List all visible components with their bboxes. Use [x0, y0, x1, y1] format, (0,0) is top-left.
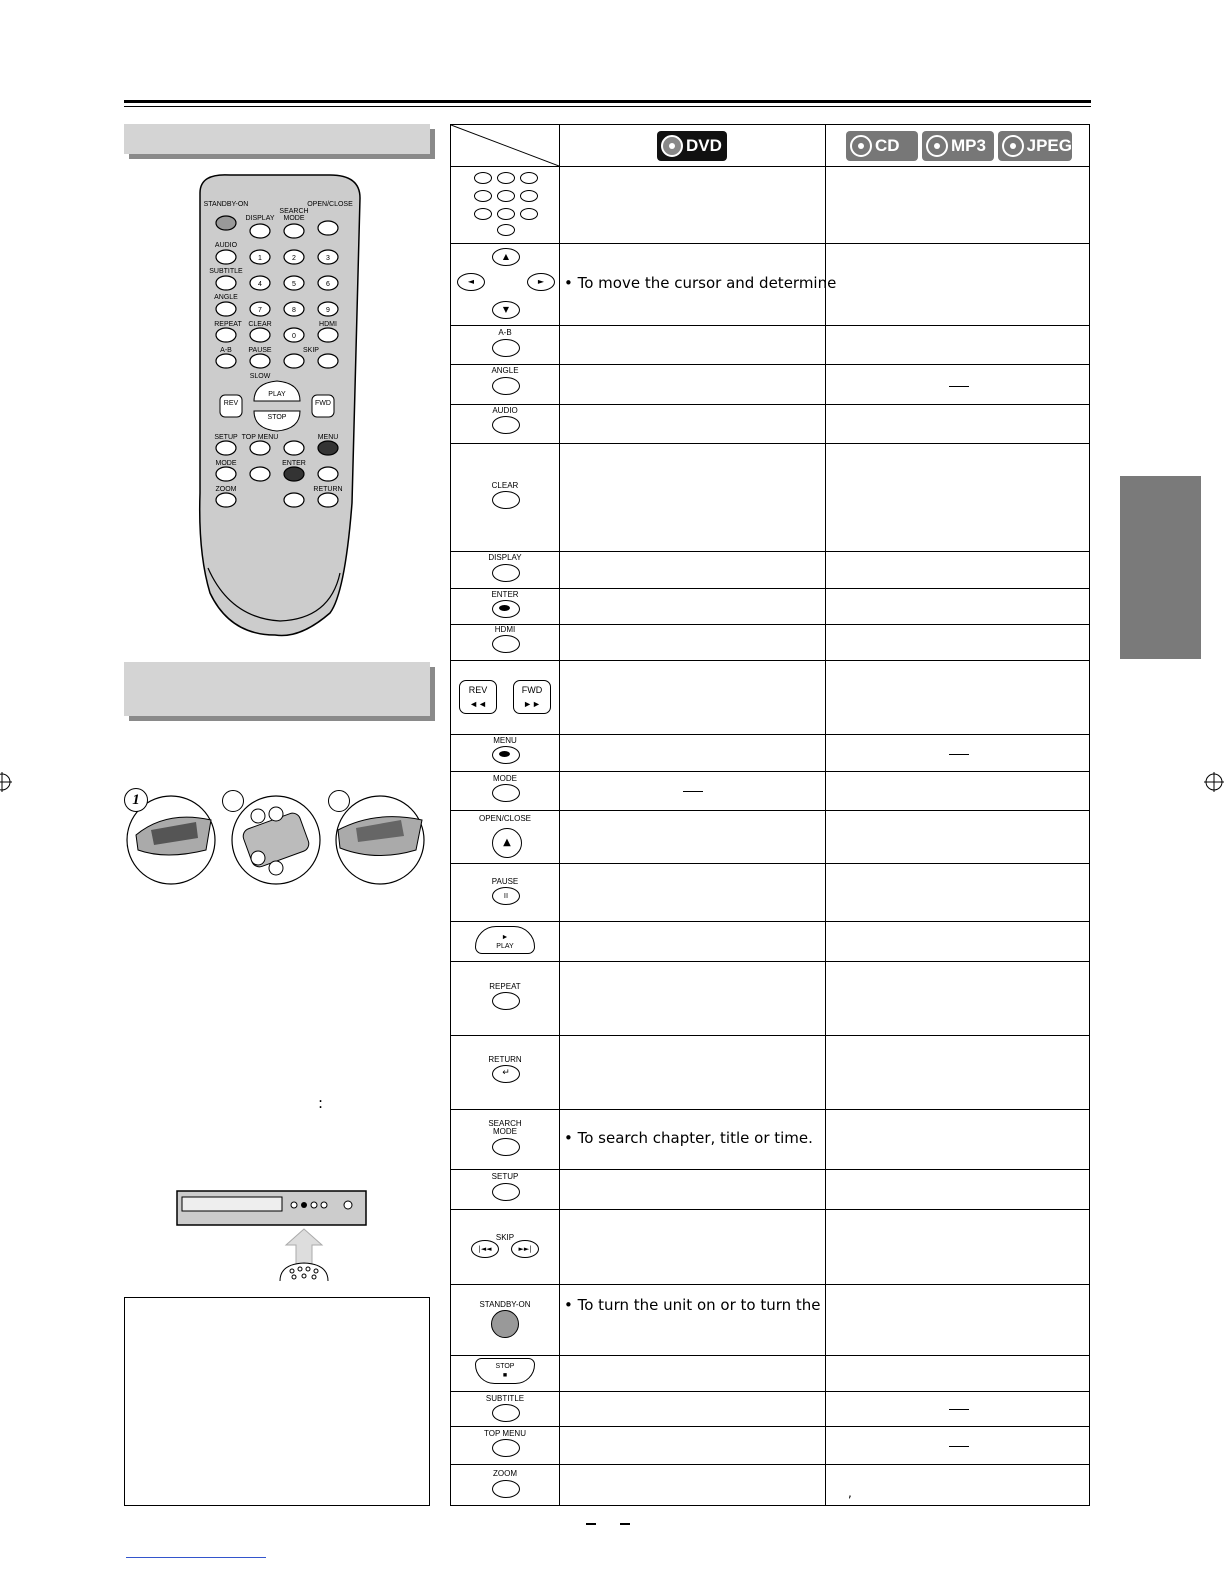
number-key-icon — [520, 190, 538, 202]
remote-hdmi-button — [318, 328, 338, 342]
remote-setup-label: SETUP — [214, 434, 238, 441]
number-key-icon — [474, 208, 492, 220]
openclose-label: OPEN/CLOSE — [478, 814, 531, 823]
play-label: PLAY — [496, 943, 514, 950]
registration-mark-right — [1204, 772, 1224, 792]
jpeg-logo: JPEG — [998, 131, 1072, 161]
remote-right-button — [318, 467, 338, 481]
table-row — [451, 325, 1088, 364]
remote-ab-label: A-B — [220, 347, 232, 354]
menu-label: MENU — [493, 736, 517, 745]
remote-digit-label: 7 — [258, 307, 262, 314]
disc-icon — [1002, 135, 1024, 157]
mp3-logo: MP3 — [922, 131, 994, 161]
remote-mode-button — [216, 467, 236, 481]
enter-button-icon — [492, 600, 520, 618]
subtitle-label: SUBTITLE — [485, 1394, 525, 1403]
search-label: SEARCH — [488, 1119, 522, 1128]
table-row — [451, 588, 1088, 624]
fast-forward-icon: ►► — [523, 699, 541, 709]
remote-enter-button — [284, 467, 304, 481]
remote-subtitle-button — [216, 276, 236, 290]
header-diagonal — [451, 125, 559, 166]
a-b-button-icon — [492, 339, 520, 357]
repeat-label: REPEAT — [489, 982, 521, 991]
not-available-dash — [949, 1446, 969, 1447]
repeat-button-icon — [492, 992, 520, 1010]
table-row — [451, 734, 1088, 771]
remote-menu-label: MENU — [317, 434, 339, 441]
not-available-dash — [683, 791, 703, 792]
table-row — [451, 810, 1088, 863]
eject-button-icon: ▲ — [492, 828, 522, 858]
disc-icon — [850, 135, 872, 157]
not-available-dash — [949, 386, 969, 387]
not-available-dash — [949, 754, 969, 755]
remote-display-label: DISPLAY — [245, 215, 275, 222]
remote-clear-button — [250, 328, 270, 342]
remote-skip-fwd-button — [318, 354, 338, 368]
search-mode-button-icon — [492, 1138, 520, 1156]
remote-setup-button — [216, 441, 236, 455]
remote-audio-label: AUDIO — [214, 242, 238, 249]
play-button-icon — [475, 926, 535, 954]
remote-rev-label: REV — [223, 400, 239, 407]
pause-label: PAUSE — [491, 877, 519, 886]
remote-search-button — [284, 224, 304, 238]
remote-digit-label: 3 — [326, 255, 330, 262]
zoom-label: ZOOM — [493, 1469, 517, 1478]
remote-pause-label: PAUSE — [248, 347, 272, 354]
table-row — [451, 1284, 1088, 1355]
table-row — [451, 1391, 1088, 1426]
number-key-icon — [497, 190, 515, 202]
top-menu-button-icon — [492, 1439, 520, 1457]
number-key-icon — [497, 172, 515, 184]
table-row — [451, 771, 1088, 810]
remote-standby-button — [216, 216, 236, 230]
remote-mode-label: MODE — [215, 460, 237, 467]
table-row — [451, 1109, 1088, 1169]
table-row — [451, 243, 1088, 325]
table-row — [451, 1169, 1088, 1209]
setup-button-icon — [492, 1183, 520, 1201]
remote-subtitle-label: SUBTITLE — [209, 268, 243, 275]
skip-forward-button-icon: ►►| — [511, 1240, 539, 1258]
battery-step-2-badge — [222, 790, 244, 812]
remote-digit-label: 8 — [292, 307, 296, 314]
remote-digit-label: 4 — [258, 281, 262, 288]
hdmi-label: HDMI — [494, 625, 516, 634]
table-row — [451, 364, 1088, 404]
remote-eject-button — [318, 221, 338, 235]
remote-enter-label: ENTER — [282, 460, 306, 467]
return-label: RETURN — [488, 1055, 522, 1064]
number-key-icon — [520, 208, 538, 220]
stop-label: STOP — [495, 1363, 515, 1370]
subtitle-button-icon — [492, 1404, 520, 1422]
mode-button-icon — [492, 784, 520, 802]
rev-button-icon — [459, 680, 497, 714]
cursor-key-icon: ► — [527, 273, 555, 291]
remote-down-button — [284, 493, 304, 507]
remote-topmenu-label: TOP MENU — [241, 434, 279, 441]
comma-mark: , — [848, 1486, 852, 1500]
zoom-button-icon — [492, 1480, 520, 1498]
number-key-icon — [474, 190, 492, 202]
dvd-function-text: • To search chapter, title or time. — [564, 1129, 813, 1147]
not-available-dash — [949, 1409, 969, 1410]
dot-icon — [499, 751, 510, 757]
table-row — [451, 166, 1088, 243]
remote-section-header — [124, 124, 430, 154]
remote-functions-table — [450, 124, 1090, 1506]
table-row — [451, 921, 1088, 961]
number-key-icon — [497, 208, 515, 220]
battery-step-3-badge — [328, 790, 350, 812]
remote-digit-label: 2 — [292, 255, 296, 262]
remote-angle-label: ANGLE — [214, 294, 238, 301]
remote-display-button — [250, 224, 270, 238]
remote-left-button — [250, 467, 270, 481]
remote-pause-button — [250, 354, 270, 368]
table-row — [451, 660, 1088, 734]
table-row — [451, 1209, 1088, 1284]
remote-hdmi-label: HDMI — [319, 321, 337, 328]
power-button-icon — [491, 1310, 519, 1338]
page-number-dash-2 — [620, 1523, 630, 1525]
remote-digit-label: 6 — [326, 281, 330, 288]
number-key-icon — [497, 224, 515, 236]
skip-back-button-icon: |◄◄ — [471, 1240, 499, 1258]
table-row — [451, 863, 1088, 921]
note-box — [124, 1297, 430, 1506]
dvd-function-text: • To move the cursor and determine — [564, 274, 837, 292]
battery-illustrations — [126, 790, 426, 890]
table-row — [451, 404, 1088, 443]
remote-return-label: RETURN — [313, 486, 343, 493]
display-button-icon — [492, 564, 520, 582]
remote-skip-back-button — [284, 354, 304, 368]
cursor-key-icon: ◄ — [457, 273, 485, 291]
fwd-label: FWD — [521, 685, 543, 695]
dvd-logo: DVD — [657, 131, 727, 161]
table-row — [451, 961, 1088, 1035]
clear-label: CLEAR — [491, 481, 519, 490]
return-button-icon: ↵ — [492, 1065, 520, 1083]
remote-topmenu-button — [250, 441, 270, 455]
table-row — [451, 443, 1088, 551]
battery-section-header — [124, 662, 430, 716]
enter-label: ENTER — [491, 590, 519, 599]
menu-button-icon — [492, 746, 520, 764]
number-key-icon — [474, 172, 492, 184]
remote-clear-label: CLEAR — [248, 321, 272, 328]
remote-repeat-label: REPEAT — [214, 321, 242, 328]
table-row — [451, 624, 1088, 660]
play-triangle-icon: ► — [501, 934, 509, 941]
angle-label: ANGLE — [491, 366, 519, 375]
remote-search-mode-label: MODE — [283, 215, 305, 222]
top-rule-thin — [124, 106, 1091, 107]
remote-search-label: SEARCH — [279, 208, 309, 215]
remote-openclose-label: OPEN/CLOSE — [307, 201, 353, 208]
audio-label: AUDIO — [492, 406, 518, 415]
remote-play-label: PLAY — [268, 391, 286, 398]
setup-label: SETUP — [491, 1172, 519, 1181]
side-section-tab — [1120, 476, 1201, 659]
remote-standby-label: STANDBY-ON — [203, 201, 249, 208]
footer-link-line — [126, 1557, 266, 1558]
remote-skip-label: SKIP — [303, 347, 319, 354]
remote-stop-label: STOP — [267, 414, 287, 421]
rev-label: REV — [468, 685, 488, 695]
stop-button-icon — [475, 1358, 535, 1384]
remote-digit-label: 5 — [292, 281, 296, 288]
player-illustration — [176, 1189, 368, 1283]
remote-zoom-button — [216, 493, 236, 507]
battery-step-1-badge: 1 — [124, 788, 148, 812]
disc-icon — [926, 135, 948, 157]
mode-label: MODE — [493, 774, 517, 783]
remote-angle-button — [216, 302, 236, 316]
remote-menu-button — [318, 441, 338, 455]
display-label: DISPLAY — [488, 553, 522, 562]
pause-button-icon: II — [492, 887, 520, 905]
remote-digit-label: 1 — [258, 255, 262, 262]
dvd-function-text: • To turn the unit on or to turn the — [564, 1295, 821, 1314]
cursor-key-icon: ▼ — [492, 301, 520, 319]
stop-square-icon: ■ — [502, 1372, 508, 1379]
remote-zoom-label: ZOOM — [215, 486, 237, 493]
hdmi-button-icon — [492, 635, 520, 653]
angle-button-icon — [492, 377, 520, 395]
table-row — [451, 1426, 1088, 1464]
rewind-icon: ◄◄ — [469, 699, 487, 709]
remote-audio-button — [216, 250, 236, 264]
table-row — [451, 551, 1088, 588]
colon-mark: : — [318, 1094, 324, 1112]
remote-slow-label: SLOW — [249, 373, 271, 380]
dot-icon — [499, 605, 510, 611]
registration-mark-left — [0, 772, 12, 792]
remote-fwd-label: FWD — [315, 400, 331, 407]
cursor-key-icon: ▲ — [492, 248, 520, 266]
remote-repeat-button — [216, 328, 236, 342]
fwd-button-icon — [513, 680, 551, 714]
remote-ab-button — [216, 354, 236, 368]
table-row — [451, 1464, 1088, 1505]
clear-button-icon — [492, 491, 520, 509]
remote-return-button — [318, 493, 338, 507]
number-key-icon — [520, 172, 538, 184]
audio-button-icon — [492, 416, 520, 434]
skip-label: SKIP — [495, 1233, 515, 1242]
cd-logo: CD — [846, 131, 918, 161]
table-row — [451, 1035, 1088, 1109]
table-row — [451, 1355, 1088, 1391]
standby-label: STANDBY-ON — [479, 1300, 531, 1309]
top-menu-label: TOP MENU — [484, 1429, 526, 1438]
remote-up-button — [284, 441, 304, 455]
search-mode-label: MODE — [493, 1127, 517, 1136]
a-b-label: A-B — [498, 328, 512, 337]
remote-digit-label: 9 — [326, 307, 330, 314]
remote-digit-label: 0 — [292, 333, 296, 340]
page-number-dash-1 — [586, 1523, 596, 1525]
disc-icon — [661, 135, 683, 157]
remote-control-illustration — [190, 173, 368, 639]
top-rule-thick — [124, 100, 1091, 103]
